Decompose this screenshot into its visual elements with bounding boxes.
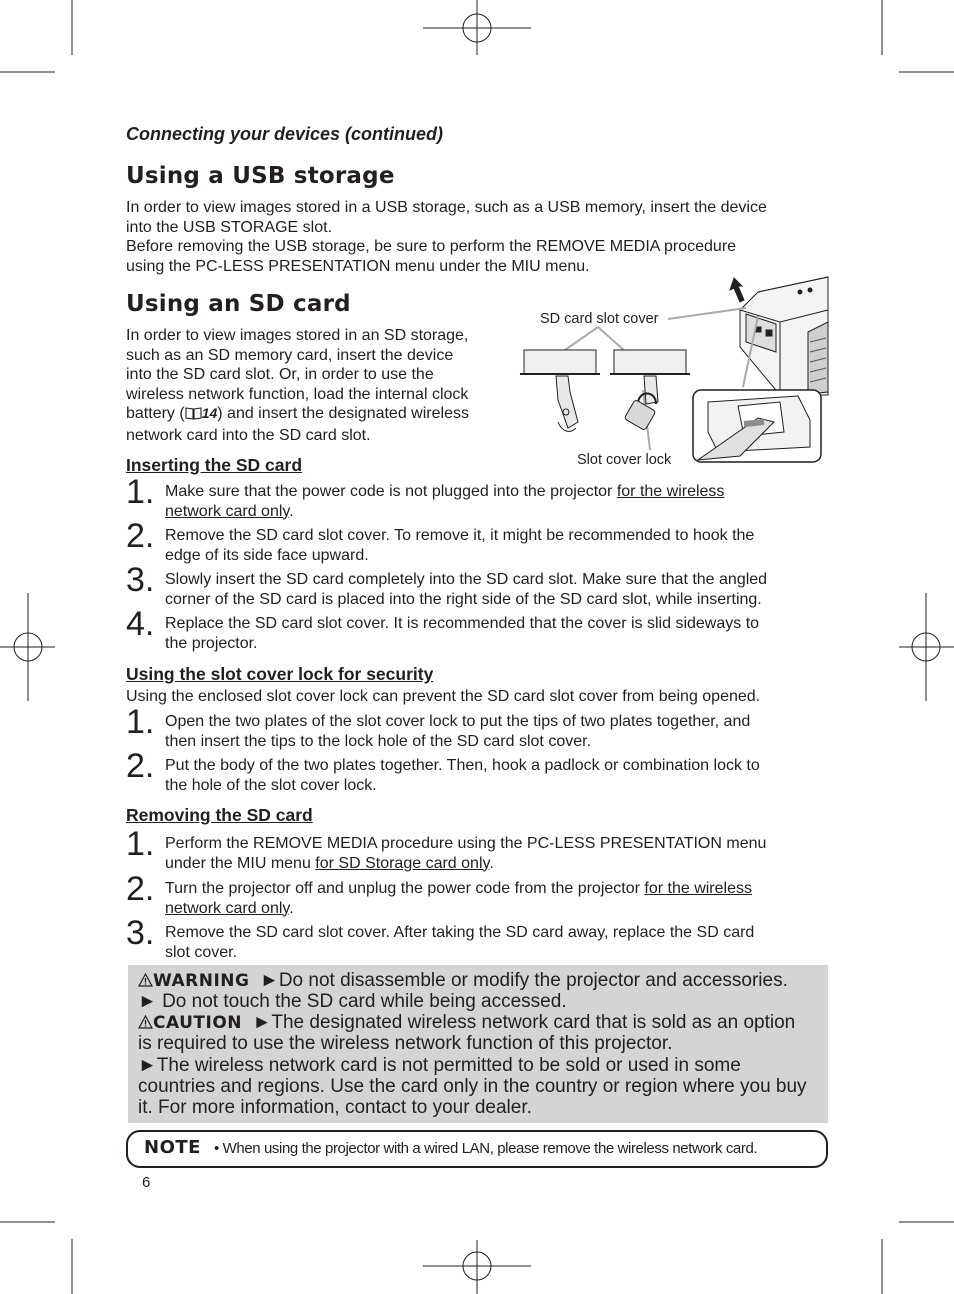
lock-step: 1. Open the two plates of the slot cover lock to put the tips of two plates together, and then insert the tips to the lock hole of the SD card slot cover.: [126, 703, 751, 750]
removing-step: 1. Perform the REMOVE MEDIA procedure using the PC-LESS PRESENTATION menu under the MIU menu for SD Storage card only.: [126, 825, 767, 872]
step-number: 3.: [126, 914, 155, 952]
sd-line: battery ( 14) and insert the designated wireless: [126, 404, 506, 426]
page-subtitle: Connecting your devices (continued): [126, 124, 444, 144]
caution-line: ►The wireless network card is not permitted to be sold or used in some: [138, 1055, 741, 1076]
sd-line: wireless network function, load the internal clock: [126, 385, 469, 403]
slot-cover-label: SD card slot cover: [540, 311, 659, 327]
step-number: 1.: [126, 825, 155, 863]
sd-section-title: Using an SD card: [126, 291, 351, 317]
usb-paragraph: [126, 198, 767, 276]
inserting-step: 1. Make sure that the power code is not plugged into the projector for the wireless network card only.: [126, 473, 725, 520]
step-number: 3.: [126, 561, 155, 599]
lock-heading: Using the slot cover lock for security: [126, 664, 434, 684]
page-number: 6: [142, 1174, 151, 1191]
removing-step: 2. Turn the projector off and unplug the power code from the projector for the wireless network card only.: [126, 870, 752, 917]
page-reference[interactable]: 14: [201, 405, 218, 421]
usb-line: In order to view images stored in a USB storage, such as a USB memory, insert the device: [126, 199, 767, 216]
lock-intro: Using the enclosed slot cover lock can prevent the SD card slot cover from being opened.: [126, 688, 761, 705]
usb-line: Before removing the USB storage, be sure to perform the REMOVE MEDIA procedure: [126, 238, 737, 255]
sd-line: In order to view images stored in an SD storage,: [126, 327, 469, 344]
sd-card-figure: [518, 272, 830, 472]
step-number: 4.: [126, 605, 155, 643]
step-number: 1.: [126, 473, 155, 511]
caution-line: it. For more information, contact to your dealer.: [138, 1097, 532, 1118]
caution-label: CAUTION: [153, 1013, 243, 1033]
warning-box: WARNING ►Do not disassemble or modify the projector and accessories. ► Do not touch the SD card while being accessed. CAUTION ►The designated wireless network card that is sold as an option is required to use the wireless network function of this projector. ►The wireless network card is not permitted to be sold or used in some countries and regions. Use the card only in the country or region where you buy it. For more information, contact to your dealer.: [128, 965, 828, 1123]
sd-line: such as an SD memory card, insert the device: [126, 346, 454, 364]
lock-step: 2. Put the body of the two plates together. Then, hook a padlock or combination lock to the hole of the slot cover lock.: [126, 747, 760, 794]
sd-paragraph: [126, 326, 506, 445]
caution-line: countries and regions. Use the card only in the country or region where you buy: [138, 1076, 807, 1097]
inserting-step: 4. Replace the SD card slot cover. It is recommended that the cover is slid sideways to the projector.: [126, 605, 760, 652]
step-number: 2.: [126, 870, 155, 908]
sd-line: into the SD card slot. Or, in order to use the: [126, 366, 434, 383]
usb-line: using the PC-LESS PRESENTATION menu under the MIU menu.: [126, 257, 590, 275]
sd-line: network card into the SD card slot.: [126, 426, 371, 444]
book-icon: [185, 406, 202, 426]
warning-triangle-icon: [138, 973, 153, 987]
inserting-step: 2. Remove the SD card slot cover. To remove it, it might be recommended to hook the edge of its side face upward.: [126, 517, 755, 564]
step-number: 2.: [126, 517, 155, 555]
slot-cover-lock-label: Slot cover lock: [577, 452, 672, 468]
warning-label: WARNING: [153, 971, 250, 991]
inserting-heading: Inserting the SD card: [126, 455, 303, 475]
removing-step: 3. Remove the SD card slot cover. After taking the SD card away, replace the SD card slot cover.: [126, 914, 755, 961]
removing-heading: Removing the SD card: [126, 805, 313, 825]
usb-section-title: Using a USB storage: [126, 163, 395, 189]
note-text: • When using the projector with a wired LAN, please remove the wireless network card.: [214, 1140, 758, 1157]
step-number: 1.: [126, 703, 155, 741]
step-number: 2.: [126, 747, 155, 785]
usb-line: into the USB STORAGE slot.: [126, 218, 333, 236]
caution-line: is required to use the wireless network function of this projector.: [138, 1033, 673, 1054]
note-box: [126, 1130, 828, 1168]
warning-line: ► Do not touch the SD card while being accessed.: [138, 991, 567, 1012]
note-label: NOTE: [144, 1137, 201, 1158]
inserting-step: 3. Slowly insert the SD card completely into the SD card slot. Make sure that the angled corner of the SD card is placed into the right side of the SD card slot, while inserting.: [126, 561, 768, 608]
caution-triangle-icon: [138, 1015, 153, 1029]
